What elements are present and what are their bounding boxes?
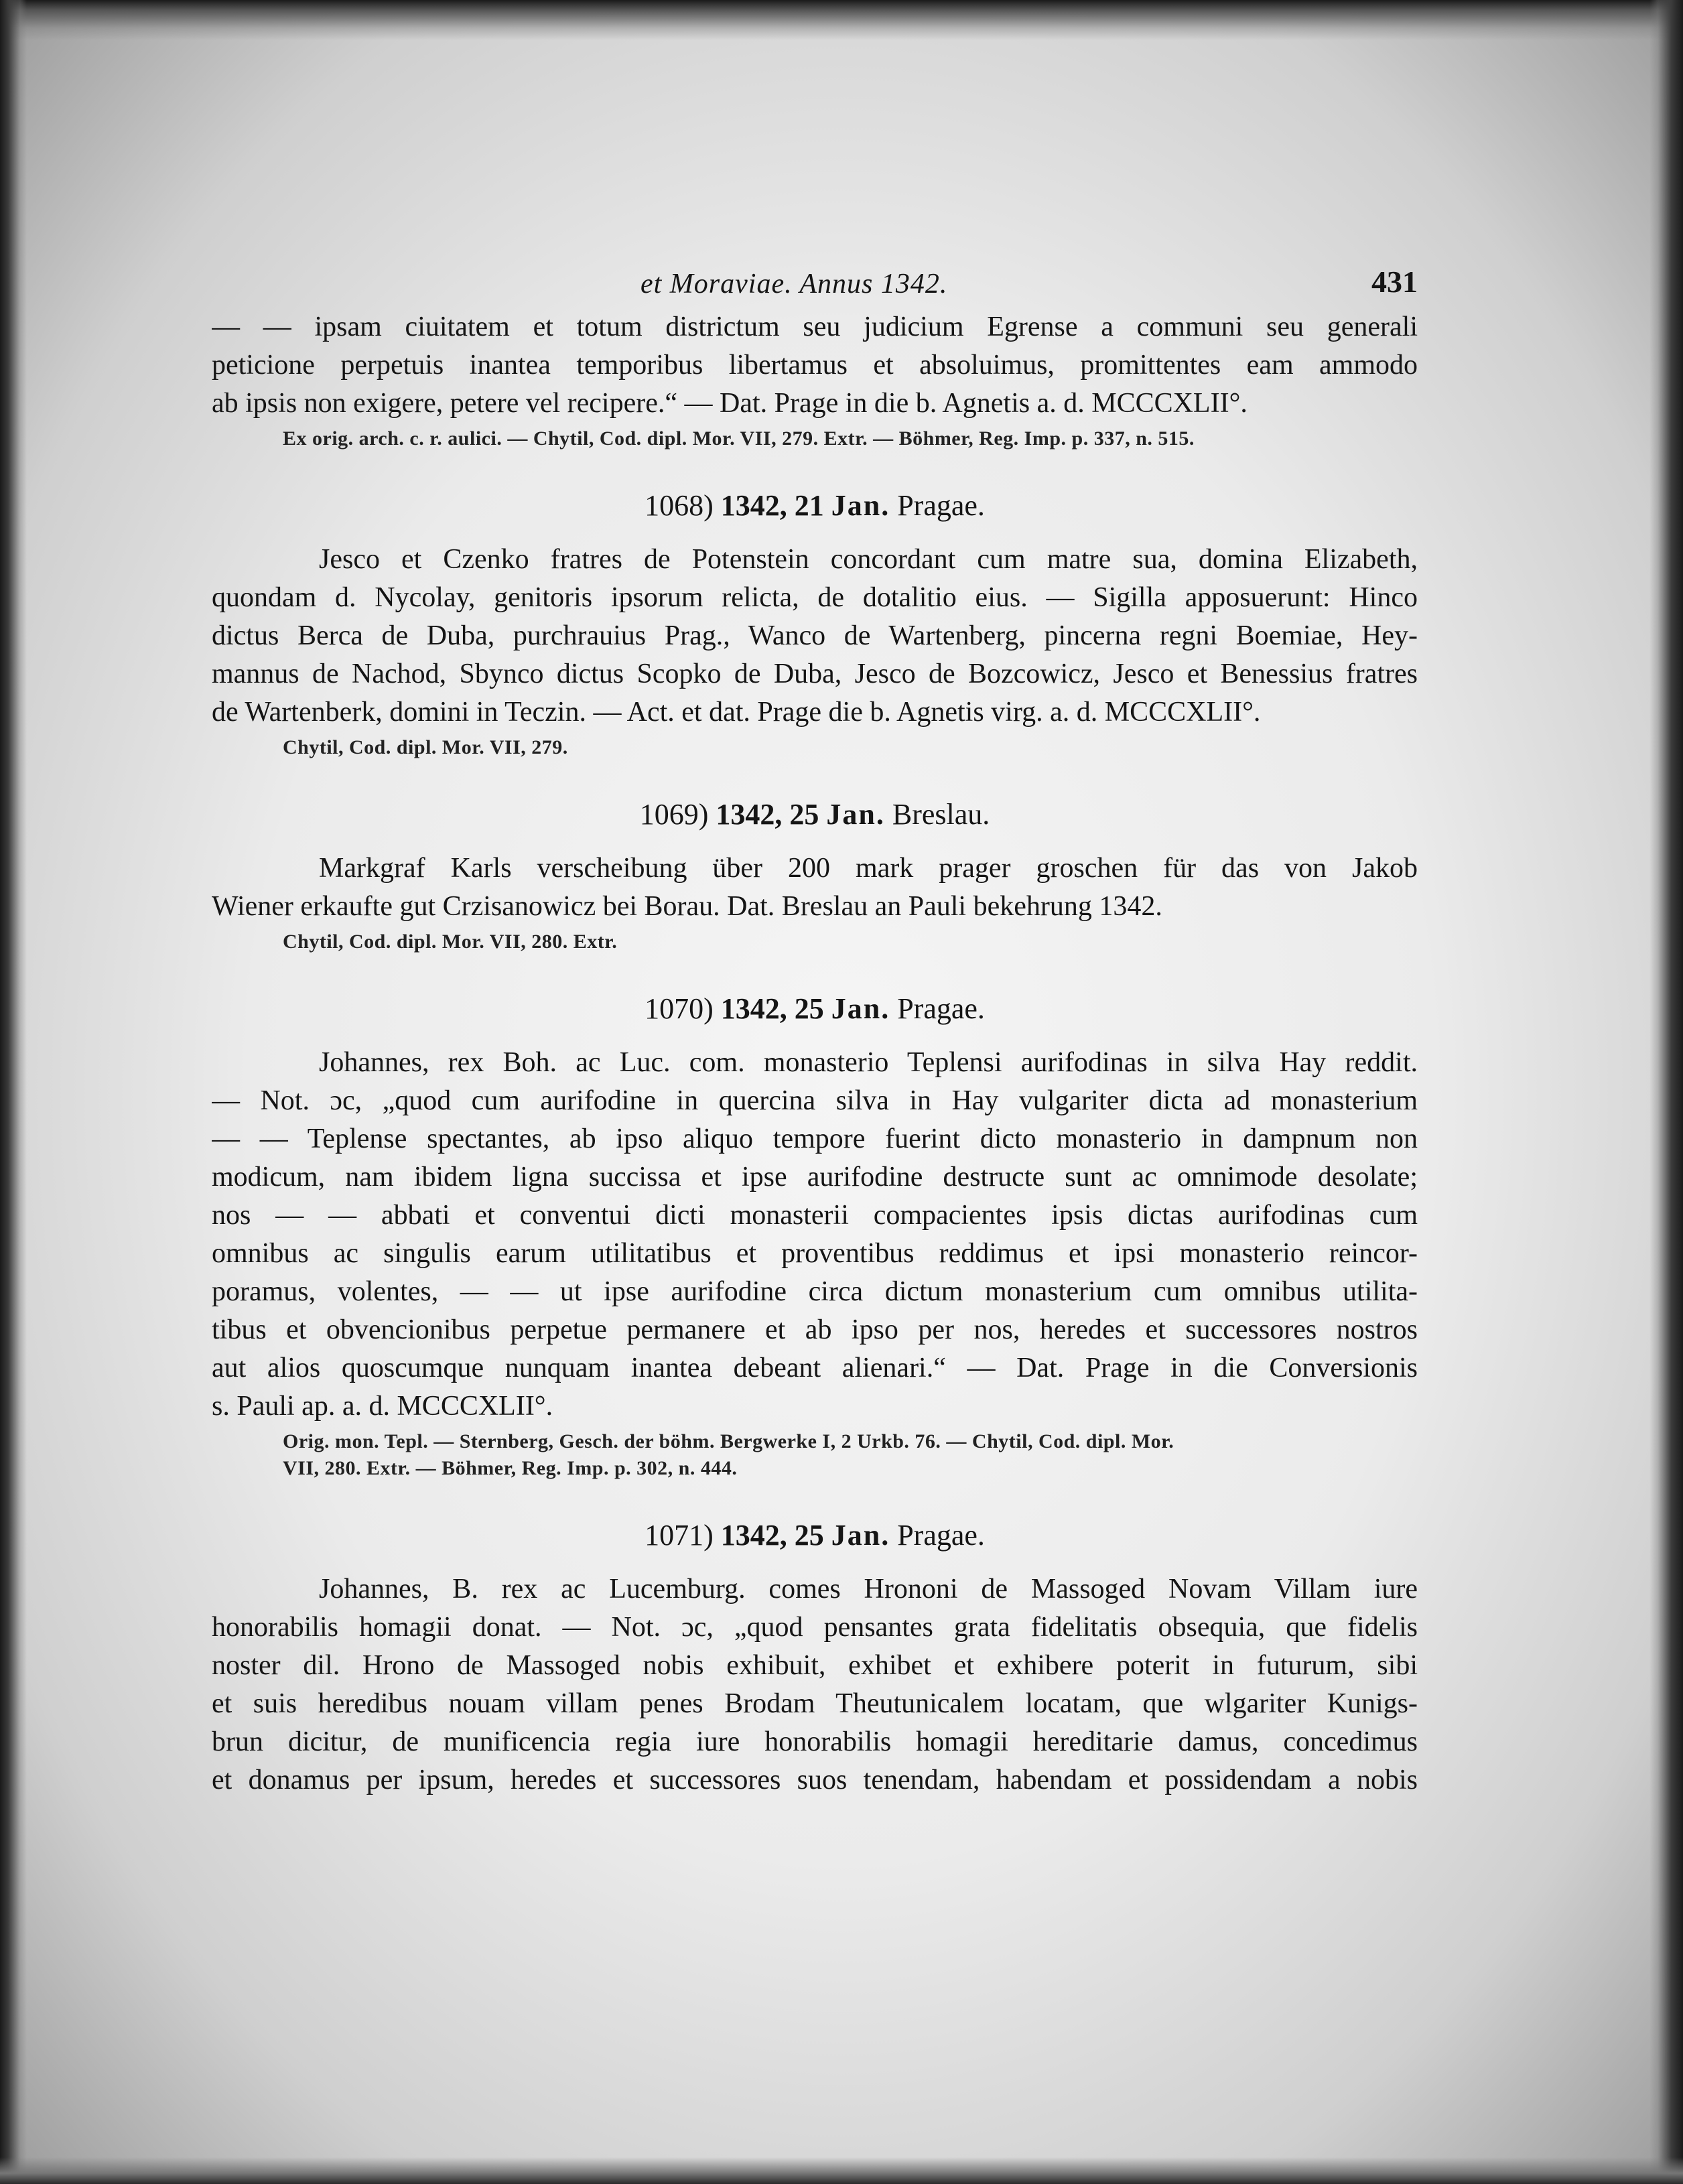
text-line: Johannes, rex Boh. ac Luc. com. monasterio Teplensi aurifodinas in silva Hay reddit.: [319, 1047, 1418, 1078]
entry-text-1070: [212, 1044, 1418, 1426]
text-line: nos — — abbati et conventui dicti monasterii compacientes ipsis dictas aurifodinas cum: [212, 1200, 1418, 1231]
note-line: Chytil, Cod. dipl. Mor. VII, 279.: [283, 736, 568, 758]
text-line: et donamus per ipsum, heredes et successores suos tenendam, habendam et possidendam a nobis: [212, 1765, 1418, 1795]
note-line: Ex orig. arch. c. r. aulici. — Chytil, Cod. dipl. Mor. VII, 279. Extr. — Böhmer, Reg. Imp. p. 337, n. 515.: [283, 427, 1195, 450]
entry-number: 1069): [639, 798, 709, 831]
source-note: [212, 425, 1418, 452]
entry-date: 1342, 25: [720, 992, 824, 1025]
text-line: mannus de Nachod, Sbynco dictus Scopko de Duba, Jesco de Bozcowicz, Jesco et Benessius fratres: [212, 659, 1418, 689]
source-note: [212, 734, 1418, 761]
entry-month: Jan.: [826, 798, 885, 831]
text-line: dictus Berca de Duba, purchrauius Prag., Wanco de Wartenberg, pincerna regni Boemiae, Hey-: [212, 620, 1418, 651]
text-line: tibus et obvencionibus perpetue permanere et ab ipso per nos, heredes et successores nostros: [212, 1314, 1418, 1345]
entry-date: 1342, 25: [716, 798, 819, 831]
text-line: ab ipsis non exigere, petere vel recipere.“ — Dat. Prage in die b. Agnetis a. d. MCCCXLII°.: [212, 388, 1248, 419]
text-line: modicum, nam ibidem ligna succissa et ipse aurifodine destructe sunt ac omnimode desolate;: [212, 1162, 1418, 1192]
continuation-text: [212, 308, 1418, 423]
text-line: noster dil. Hrono de Massoged nobis exhibuit, exhibet et exhibere poterit in futurum, sibi: [212, 1650, 1418, 1681]
entry-place: Pragae.: [897, 489, 985, 522]
text-line: Jesco et Czenko fratres de Potenstein concordant cum matre sua, domina Elizabeth,: [319, 544, 1418, 575]
text-line: Markgraf Karls verscheibung über 200 mark prager groschen für das von Jakob: [319, 853, 1418, 884]
scan-edge-left: [0, 0, 27, 2184]
entry-place: Breslau.: [892, 798, 990, 831]
text-line: aut alios quoscumque nunquam inantea debeant alienari.“ — Dat. Prage in die Conversionis: [212, 1353, 1418, 1383]
scan-edge-top: [0, 0, 1683, 40]
entry-number: 1070): [645, 992, 714, 1025]
text-line: brun dicitur, de munificencia regia iure honorabilis homagii hereditarie damus, concedimus: [212, 1726, 1418, 1757]
text-line: honorabilis homagii donat. — Not. ɔc, „quod pensantes grata fidelitatis obsequia, que fidelis: [212, 1612, 1418, 1643]
entry-heading-1071: [212, 1515, 1418, 1556]
text-line: omnibus ac singulis earum utilitatibus et proventibus reddimus et ipsi monasterio reincor-: [212, 1238, 1418, 1269]
entry-place: Pragae.: [897, 1519, 985, 1552]
scan-edge-bottom: [0, 2157, 1683, 2184]
document-page: [212, 261, 1418, 1799]
entry-place: Pragae.: [897, 992, 985, 1025]
source-note: [212, 929, 1418, 955]
text-line: s. Pauli ap. a. d. MCCCXLII°.: [212, 1391, 553, 1422]
entry-date: 1342, 25: [720, 1519, 824, 1552]
note-line: Orig. mon. Tepl. — Sternberg, Gesch. der böhm. Bergwerke I, 2 Urkb. 76. — Chytil, Cod. dipl. Mor.: [283, 1430, 1174, 1452]
entry-heading-1068: [212, 486, 1418, 526]
entry-month: Jan.: [831, 1519, 890, 1552]
text-line: et suis heredibus nouam villam penes Brodam Theutunicalem locatam, que wlgariter Kunigs-: [212, 1688, 1418, 1719]
entry-text-1071: [212, 1570, 1418, 1799]
text-line: de Wartenberk, domini in Teczin. — Act. et dat. Prage die b. Agnetis virg. a. d. MCCCXLII°.: [212, 697, 1261, 728]
note-line: Chytil, Cod. dipl. Mor. VII, 280. Extr.: [283, 931, 618, 953]
entry-text-1068: [212, 541, 1418, 732]
text-line: peticione perpetuis inantea temporibus libertamus et absoluimus, promittentes eam ammodo: [212, 350, 1418, 381]
text-line: Johannes, B. rex ac Lucemburg. comes Hrononi de Massoged Novam Villam iure: [319, 1574, 1418, 1605]
entry-number: 1071): [645, 1519, 714, 1552]
text-line: quondam d. Nycolay, genitoris ipsorum relicta, de dotalitio eius. — Sigilla apposuerunt: Hinco: [212, 582, 1418, 613]
source-note: [212, 1428, 1418, 1482]
text-line: — — Teplense spectantes, ab ipso aliquo tempore fuerint dicto monasterio in dampnum non: [212, 1123, 1418, 1154]
page-number: 431: [1371, 265, 1418, 299]
entry-month: Jan.: [831, 992, 890, 1025]
text-line: — Not. ɔc, „quod cum aurifodine in quercina silva in Hay vulgariter dicta ad monasterium: [212, 1085, 1418, 1116]
entry-heading-1070: [212, 989, 1418, 1029]
text-line: poramus, volentes, — — ut ipse aurifodine circa dictum monasterium cum omnibus utilita-: [212, 1276, 1418, 1307]
note-line: VII, 280. Extr. — Böhmer, Reg. Imp. p. 302, n. 444.: [283, 1457, 738, 1479]
text-line: Wiener erkaufte gut Crzisanowicz bei Borau. Dat. Breslau an Pauli bekehrung 1342.: [212, 891, 1162, 922]
entry-text-1069: [212, 849, 1418, 926]
entry-month: Jan.: [831, 489, 890, 522]
running-head: [212, 261, 1418, 308]
entry-date: 1342, 21: [720, 489, 824, 522]
entry-heading-1069: [212, 795, 1418, 835]
entry-number: 1068): [645, 489, 714, 522]
text-line: — — ipsam ciuitatem et totum districtum seu judicium Egrense a communi seu generali: [212, 312, 1418, 342]
running-title: et Moraviae. Annus 1342.: [641, 269, 948, 299]
scan-edge-right: [1650, 0, 1683, 2184]
